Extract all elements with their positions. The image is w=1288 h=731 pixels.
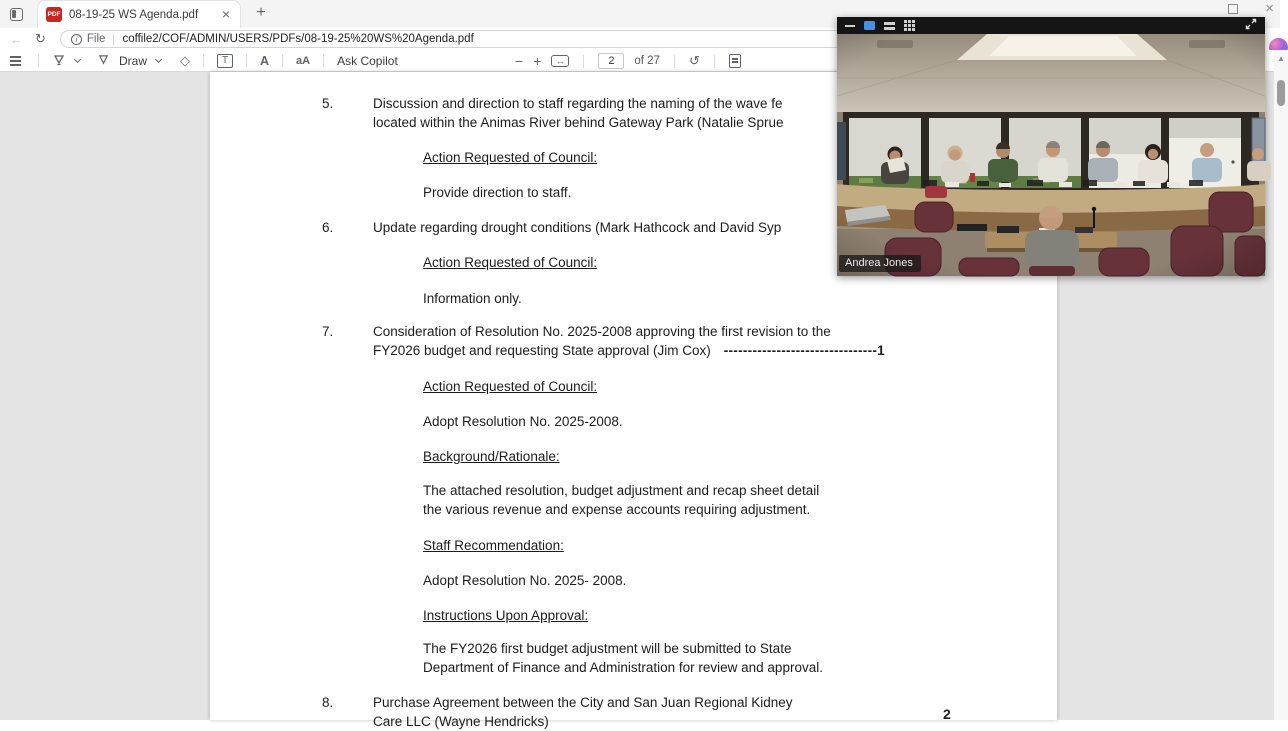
back-icon[interactable]: ← bbox=[10, 31, 23, 47]
translate-icon[interactable]: aA bbox=[296, 54, 311, 67]
page-number-input[interactable] bbox=[598, 53, 624, 69]
address-separator bbox=[113, 34, 114, 45]
window-close-icon[interactable]: × bbox=[1265, 0, 1274, 17]
ask-copilot-button[interactable]: Ask Copilot bbox=[337, 53, 398, 68]
url-text: coffile2/COF/ADMIN/USERS/PDFs/08-19-25%20WS%20Agenda.pdf bbox=[122, 33, 474, 45]
video-conference-overlay[interactable] bbox=[837, 17, 1265, 276]
action-requested-heading: Action Requested of Council: bbox=[423, 150, 598, 165]
read-aloud-icon[interactable]: A bbox=[260, 53, 270, 68]
tab-actions-icon[interactable] bbox=[10, 8, 23, 21]
toolbar-divider bbox=[714, 55, 715, 68]
eraser-icon[interactable]: ◇ bbox=[180, 52, 191, 68]
reload-icon[interactable]: ↻ bbox=[35, 31, 46, 46]
draw-dropdown-icon[interactable] bbox=[155, 55, 162, 62]
attachment-page-ref: 1 bbox=[877, 342, 885, 358]
expand-icon[interactable] bbox=[1245, 17, 1257, 35]
action-requested-heading: Action Requested of Council: bbox=[423, 379, 598, 394]
instructions-heading: Instructions Upon Approval: bbox=[423, 608, 589, 623]
toolbar-divider bbox=[674, 55, 675, 68]
dotted-leader: -------------------------------- bbox=[723, 342, 878, 358]
action-requested-heading: Action Requested of Council: bbox=[423, 255, 598, 270]
agenda-item-number: 7. bbox=[322, 324, 334, 339]
meeting-room-scene bbox=[837, 34, 1265, 276]
staff-recommendation-heading: Staff Recommendation: bbox=[423, 538, 564, 553]
agenda-item-6: Update regarding drought conditions (Mark Hathcock and David Syp bbox=[373, 220, 782, 235]
list-view-icon[interactable] bbox=[884, 22, 895, 25]
instructions-text: The FY2026 first budget adjustment will be submitted to State Department of Finance and Administration for review and approval. bbox=[423, 641, 823, 675]
active-tab[interactable] bbox=[37, 0, 241, 28]
tab-title: 08-19-25 WS Agenda.pdf bbox=[69, 8, 199, 21]
scrollbar-up-arrow[interactable]: ▲ bbox=[1277, 54, 1285, 63]
minimize-icon[interactable] bbox=[845, 25, 855, 27]
toolbar-divider bbox=[583, 55, 584, 68]
meeting-video-frame bbox=[837, 34, 1265, 276]
highlighter-icon[interactable] bbox=[52, 54, 66, 68]
toolbar-divider bbox=[38, 54, 39, 67]
toolbar-divider bbox=[282, 54, 283, 67]
fit-to-width-icon[interactable]: ↔ bbox=[551, 55, 569, 67]
toolbar-divider bbox=[203, 54, 204, 67]
toolbar-divider bbox=[323, 54, 324, 67]
scrollbar-thumb[interactable] bbox=[1277, 80, 1285, 106]
page-info-icon[interactable]: i bbox=[71, 34, 82, 45]
action-text: Information only. bbox=[423, 291, 522, 306]
pdf-file-icon: PDF bbox=[46, 7, 62, 22]
zoom-in-icon[interactable]: + bbox=[533, 53, 542, 69]
background-text: The attached resolution, budget adjustment and recap sheet detail the various revenue and expense accounts requiring adjustment. bbox=[423, 483, 820, 517]
table-of-contents-icon[interactable] bbox=[10, 60, 21, 62]
toolbar-divider bbox=[246, 54, 247, 67]
agenda-item-number: 6. bbox=[322, 220, 334, 235]
action-text: Provide direction to staff. bbox=[423, 185, 572, 200]
agenda-item-7: Consideration of Resolution No. 2025-2008 approving the first revision to the FY2026 budget and requesting State approval (Jim Cox) --------------------------------1 bbox=[373, 324, 885, 358]
rotate-icon[interactable]: ↺ bbox=[688, 53, 700, 68]
agenda-item-number: 8. bbox=[322, 695, 334, 710]
agenda-item-5: Discussion and direction to staff regarding the naming of the wave fe located within the Animas River behind Gateway Park (Natalie Sprue bbox=[373, 96, 784, 130]
page-number-marker: 2 bbox=[943, 706, 951, 722]
draw-button[interactable]: Draw bbox=[119, 53, 148, 68]
tab-close-icon[interactable]: × bbox=[221, 5, 231, 22]
background-rationale-heading: Background/Rationale: bbox=[423, 449, 560, 464]
zoom-out-icon[interactable]: − bbox=[515, 53, 524, 69]
add-text-icon[interactable]: T bbox=[217, 54, 233, 68]
video-controls-bar bbox=[837, 17, 1265, 34]
speaker-view-icon[interactable] bbox=[864, 21, 875, 30]
window-restore-icon[interactable] bbox=[1228, 4, 1238, 14]
agenda-item-number: 5. bbox=[322, 96, 334, 111]
vertical-scrollbar[interactable] bbox=[1274, 50, 1288, 720]
page-count-label: of 27 bbox=[634, 55, 660, 67]
page-view-icon[interactable] bbox=[729, 54, 741, 68]
grid-view-icon[interactable] bbox=[904, 20, 907, 23]
new-tab-button[interactable]: + bbox=[256, 4, 266, 21]
staff-recommendation-text: Adopt Resolution No. 2025- 2008. bbox=[423, 573, 627, 588]
draw-pen-icon[interactable] bbox=[97, 54, 110, 67]
participant-name-badge: Andrea Jones bbox=[839, 255, 921, 272]
file-protocol-label: File bbox=[86, 33, 106, 45]
highlighter-dropdown-icon[interactable] bbox=[74, 55, 81, 62]
action-text: Adopt Resolution No. 2025-2008. bbox=[423, 414, 623, 429]
agenda-item-8: Purchase Agreement between the City and San Juan Regional Kidney Care LLC (Wayne Hendricks) bbox=[373, 695, 793, 729]
